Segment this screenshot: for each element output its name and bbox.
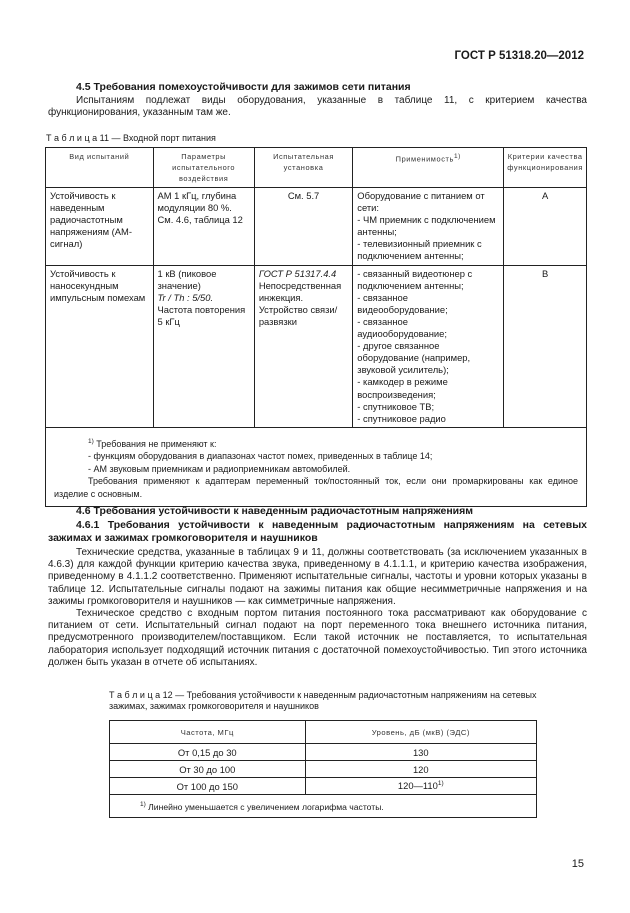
table12-cell-frequency: От 0,15 до 30: [110, 744, 306, 761]
section-4-6-paragraph-1: Технические средства, указанные в таблицах 9 и 11, должны соответствовать (за исключением указанных в 4.6.3) для каждой функции критерию качества звука, приведенному в 4.1.1.1, и критерию качества изображения, приведенному в 4.1.1.2 соответственно. Применяют испытательные сигналы, частоты и уровни которых указаны в таблице 12. Испытательные сигналы подают на зажимы питания как общие несимметричные напряжения и на зажимы громкоговорителя и наушников — как симметричные напряжения.: [48, 547, 587, 607]
footnote-marker: 1): [88, 437, 94, 445]
table-row: [110, 744, 537, 761]
table11-header-test: Вид испытаний: [46, 148, 154, 188]
section-4-6-paragraph-2: Техническое средство с входным портом питания постоянного тока рассматривают как оборудование с питанием от сети. Испытательный сигнал подают на порт переменного тока внешнего источника питания, предусмотренного производителем/поставщиком. Если такой источник не поставляется, то испытательная лаборатория использует подходящий источник питания с достаточной помехоустойчивостью. Тип этого источника должен быть указан в отчете об испытаниях.: [48, 608, 587, 668]
table11-cell-applicability: - связанный видеотюнер с подключением антенны; - связанное видеооборудование; - связанное аудиооборудование; - другое связанное оборудование (например, звуковой усилитель); - камкодер в режиме воспроизведения; - спутниковое ТВ; - спутниковое радио: [353, 265, 504, 427]
table11-notes-row: [46, 427, 587, 507]
params-line: Tr / Th : 5/50.: [157, 291, 214, 303]
table-11: [45, 147, 587, 507]
table11-cell-setup: См. 5.7: [254, 188, 352, 266]
table11-cell-applicability: Оборудование с питанием от сети: - ЧМ приемник с подключением антенны; - телевизионный приемник с подключением антенны;: [353, 188, 504, 266]
table11-cell-criterion: В: [504, 265, 587, 427]
standard-reference: ГОСТ Р 51317.4.4: [258, 267, 337, 279]
table12-cell-level: 120: [305, 761, 536, 778]
table11-cell-params: АМ 1 кГц, глубина модуляции 80 %. См. 4.6, таблица 12: [153, 188, 254, 266]
table-12: [109, 720, 537, 818]
note-line: - АМ звуковым приемникам и радиоприемникам автомобилей.: [88, 463, 351, 474]
section-4-6-1-heading: 4.6.1 Требования устойчивости к наведенным радиочастотным напряжениям на сетевых зажимах и зажимах громкоговорителя и наушников: [48, 519, 587, 544]
table-row: [46, 188, 587, 266]
header-applicability-label: Применимость: [395, 154, 454, 164]
level-value: 120—110: [397, 780, 438, 792]
page-number: 15: [571, 858, 584, 870]
table11-cell-params: [153, 265, 254, 427]
table-row: [46, 265, 587, 427]
table12-cell-frequency: От 100 до 150: [110, 778, 306, 795]
table11-caption: Т а б л и ц а 11 — Входной порт питания: [46, 133, 216, 143]
table12-header-frequency: Частота, МГц: [110, 721, 306, 744]
table12-header-row: [110, 721, 537, 744]
footnote-marker: 1): [453, 153, 461, 160]
table11-header-setup: Испытательная установка: [254, 148, 352, 188]
table12-notes: [110, 795, 537, 818]
table11-cell-setup: [254, 265, 352, 427]
section-4-6-heading: 4.6 Требования устойчивости к наведенным радиочастотным напряжениям: [76, 505, 474, 517]
table-row: [110, 778, 537, 795]
section-4-5-heading: 4.5 Требования помехоустойчивости для зажимов сети питания: [76, 81, 411, 93]
note-line: Требования применяют к адаптерам переменный ток/постоянный ток, если они промаркированы как единое изделие с основным.: [54, 476, 578, 499]
table12-cell-level: 130: [305, 744, 536, 761]
table11-notes: [46, 427, 587, 507]
note-text: Требования не применяют к:: [96, 438, 217, 449]
table11-header-row: [46, 148, 587, 188]
document-code: ГОСТ Р 51318.20—2012: [454, 50, 584, 62]
note-text: Линейно уменьшается с увеличением логарифма частоты.: [148, 801, 384, 812]
section-4-5-text: Испытаниям подлежат виды оборудования, указанные в таблице 11, с критерием качества функционирования, указанным там же.: [48, 95, 587, 119]
table12-cell-level: [305, 778, 536, 795]
table11-cell-criterion: А: [504, 188, 587, 266]
note-line: - функциям оборудования в диапазонах частот помех, приведенных в таблице 14;: [88, 451, 433, 462]
params-line: 1 кВ (пиковое значение): [157, 267, 217, 291]
setup-description: Непосредственная инжекция. Устройство связи/развязки: [258, 279, 342, 327]
footnote-marker: 1): [437, 780, 444, 788]
table11-cell-test: Устойчивость к наносекундным импульсным помехам: [46, 265, 154, 427]
table11-header-params: Параметры испытательного воздействия: [153, 148, 254, 188]
note-line: [54, 436, 578, 451]
table11-header-applicability: [353, 148, 504, 188]
table-row: [110, 761, 537, 778]
footnote-marker: 1): [140, 800, 146, 808]
table11-cell-test: Устойчивость к наведенным радиочастотным напряжениям (АМ-сигнал): [46, 188, 154, 266]
table12-caption: Т а б л и ц а 12 — Требования устойчивости к наведенным радиочастотным напряжениям на сетевых зажимах, зажимах громкоговорителя и наушников: [109, 690, 537, 711]
table11-header-criterion: Критерии качества функционирования: [504, 148, 587, 188]
params-line: Частота повторения 5 кГц: [157, 303, 246, 327]
table12-notes-row: [110, 795, 537, 818]
table12-header-level: Уровень, дБ (мкВ) (ЭДС): [305, 721, 536, 744]
table12-cell-frequency: От 30 до 100: [110, 761, 306, 778]
